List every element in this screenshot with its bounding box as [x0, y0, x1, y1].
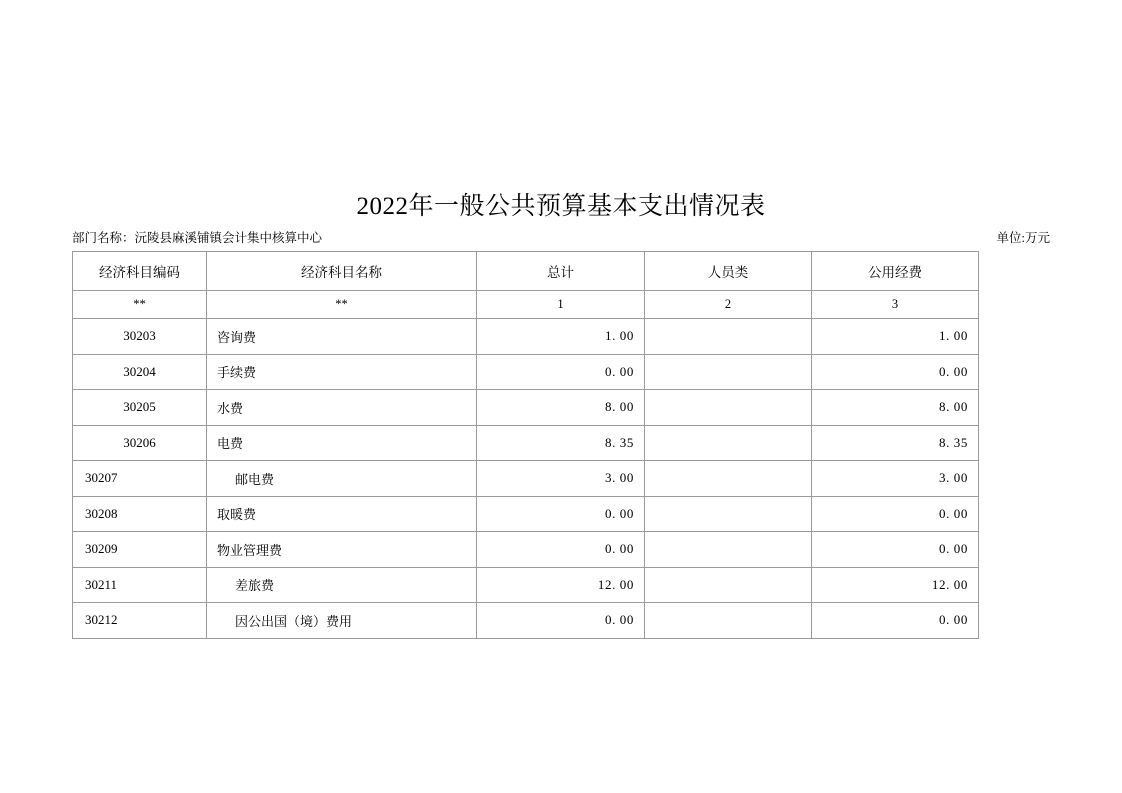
cell-economic-code: 30207 [73, 461, 207, 497]
cell-economic-code: 30205 [73, 390, 207, 426]
cell-economic-name: 邮电费 [207, 461, 477, 497]
table-row [73, 567, 979, 603]
cell-economic-name: 取暖费 [207, 496, 477, 532]
cell-personnel [645, 603, 812, 639]
cell-total: 0. 00 [477, 496, 645, 532]
cell-economic-name: 水费 [207, 390, 477, 426]
header-cell-code: 经济科目编码 [73, 252, 207, 291]
table-header-row [73, 252, 979, 291]
cell-economic-name: 手续费 [207, 354, 477, 390]
table-row [73, 319, 979, 355]
header-cell-public: 公用经费 [812, 252, 979, 291]
cell-total: 8. 35 [477, 425, 645, 461]
colnum-cell-personnel: 2 [645, 291, 812, 319]
cell-economic-code: 30204 [73, 354, 207, 390]
cell-personnel [645, 354, 812, 390]
cell-public: 1. 00 [812, 319, 979, 355]
document-meta [72, 228, 1050, 246]
cell-economic-name: 电费 [207, 425, 477, 461]
cell-economic-code: 30212 [73, 603, 207, 639]
cell-total: 3. 00 [477, 461, 645, 497]
cell-public: 12. 00 [812, 567, 979, 603]
colnum-cell-total: 1 [477, 291, 645, 319]
cell-public: 0. 00 [812, 603, 979, 639]
table-column-number-row [73, 291, 979, 319]
department-name-line [72, 228, 322, 246]
cell-economic-code: 30208 [73, 496, 207, 532]
cell-public: 3. 00 [812, 461, 979, 497]
cell-personnel [645, 496, 812, 532]
header-cell-total: 总计 [477, 252, 645, 291]
cell-economic-name: 因公出国（境）费用 [207, 603, 477, 639]
cell-economic-code: 30203 [73, 319, 207, 355]
cell-public: 0. 00 [812, 532, 979, 568]
table-row [73, 496, 979, 532]
header-cell-personnel: 人员类 [645, 252, 812, 291]
table-row [73, 461, 979, 497]
cell-economic-name: 咨询费 [207, 319, 477, 355]
department-label: 部门名称： [72, 231, 135, 245]
colnum-cell-name: ** [207, 291, 477, 319]
cell-personnel [645, 461, 812, 497]
cell-personnel [645, 390, 812, 426]
cell-total: 8. 00 [477, 390, 645, 426]
cell-personnel [645, 319, 812, 355]
table-row [73, 532, 979, 568]
cell-personnel [645, 532, 812, 568]
table-row [73, 354, 979, 390]
cell-total: 1. 00 [477, 319, 645, 355]
cell-total: 0. 00 [477, 532, 645, 568]
cell-public: 8. 00 [812, 390, 979, 426]
colnum-cell-public: 3 [812, 291, 979, 319]
department-value: 沅陵县麻溪铺镇会计集中核算中心 [134, 231, 323, 245]
cell-economic-name: 差旅费 [207, 567, 477, 603]
cell-public: 0. 00 [812, 354, 979, 390]
cell-public: 8. 35 [812, 425, 979, 461]
cell-economic-code: 30211 [73, 567, 207, 603]
cell-public: 0. 00 [812, 496, 979, 532]
table-row [73, 390, 979, 426]
colnum-cell-code: ** [73, 291, 207, 319]
header-cell-name: 经济科目名称 [207, 252, 477, 291]
cell-personnel [645, 425, 812, 461]
cell-personnel [645, 567, 812, 603]
cell-economic-code: 30209 [73, 532, 207, 568]
cell-economic-name: 物业管理费 [207, 532, 477, 568]
unit-label: 单位:万元 [996, 231, 1050, 245]
table-row [73, 603, 979, 639]
cell-total: 0. 00 [477, 603, 645, 639]
cell-economic-code: 30206 [73, 425, 207, 461]
cell-total: 0. 00 [477, 354, 645, 390]
budget-table [72, 251, 979, 639]
cell-total: 12. 00 [477, 567, 645, 603]
table-row [73, 425, 979, 461]
page-title: 2022年一般公共预算基本支出情况表 [356, 193, 766, 220]
